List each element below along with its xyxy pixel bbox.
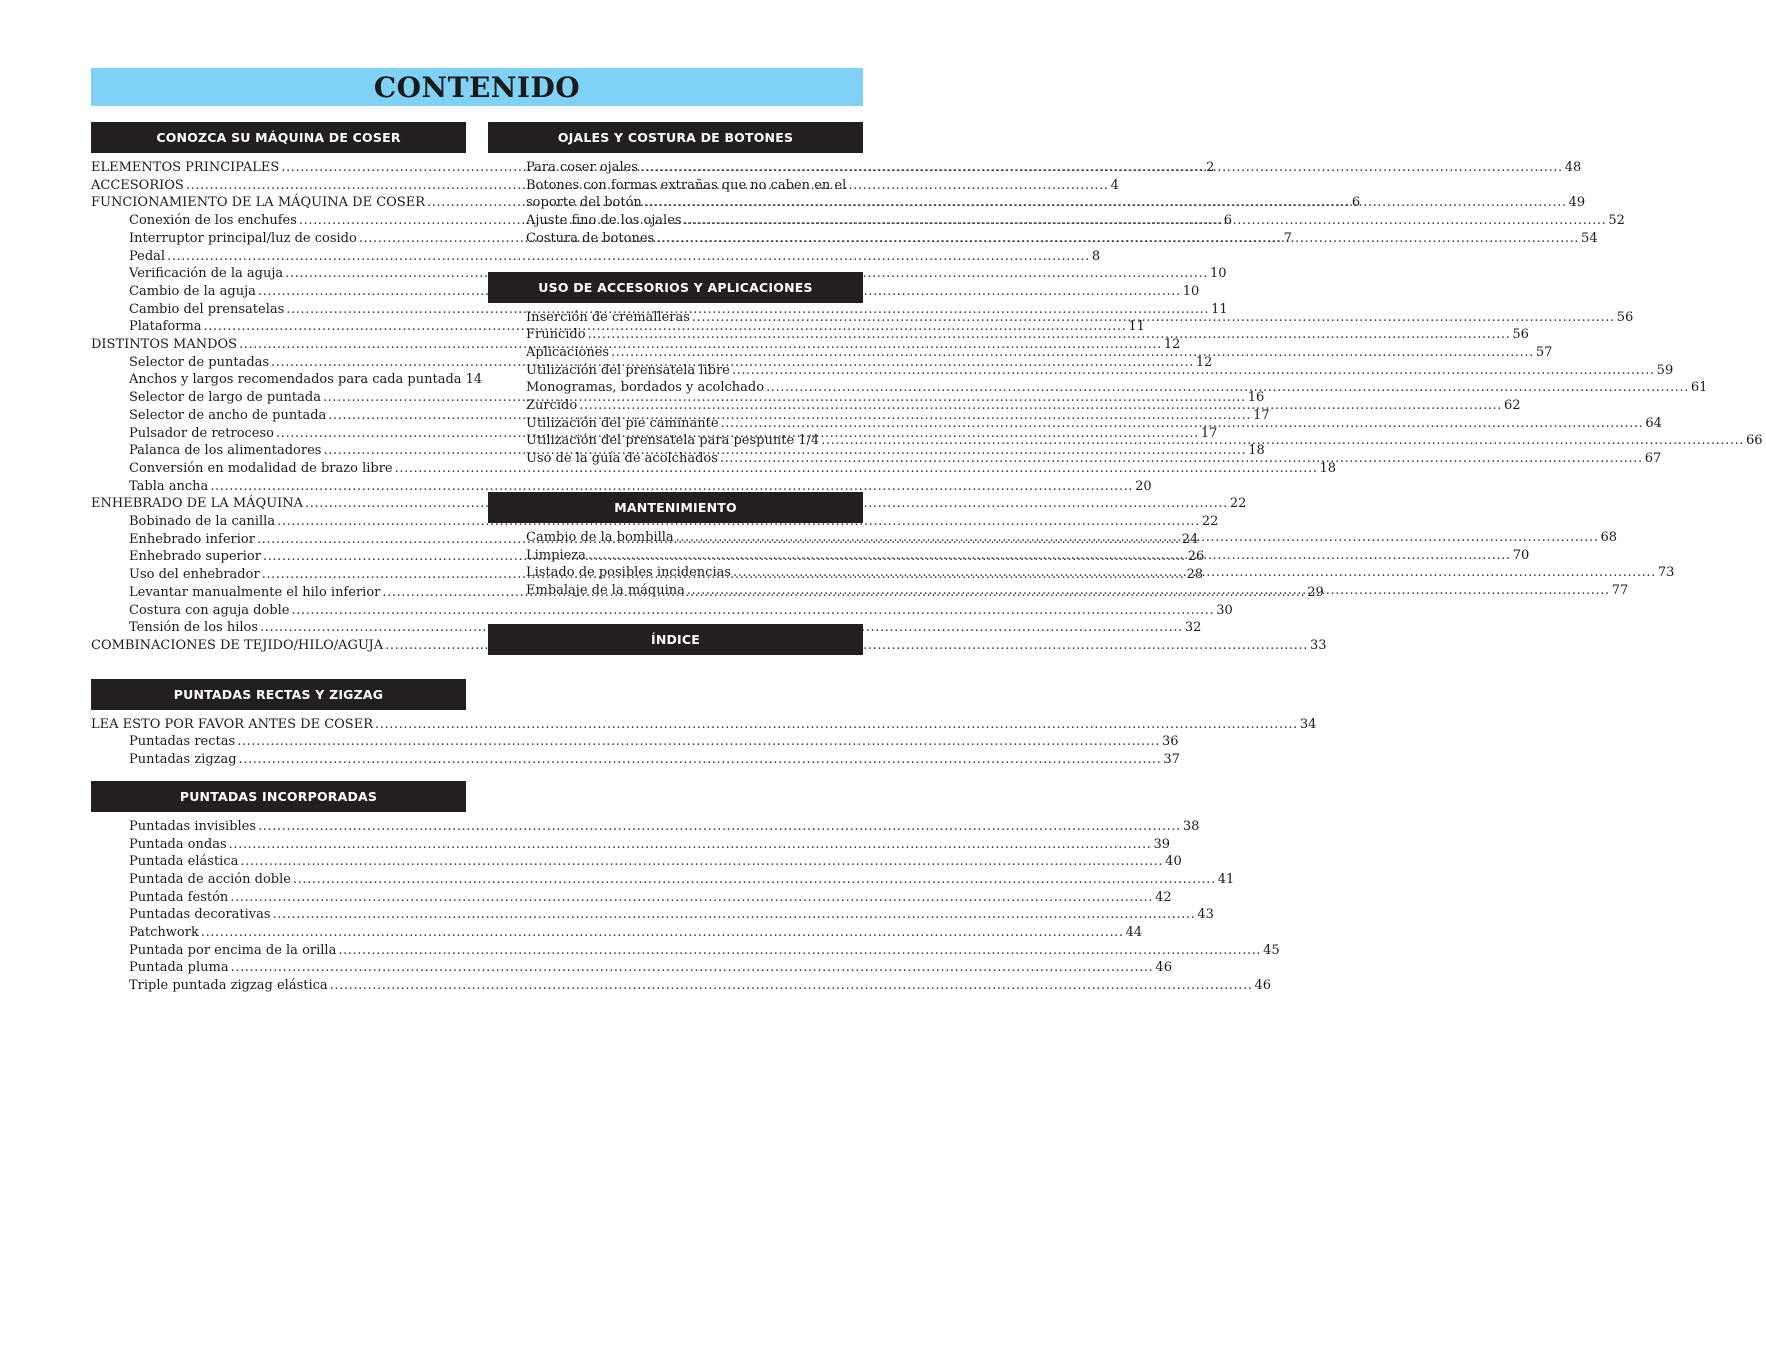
toc-entry[interactable] bbox=[91, 371, 483, 389]
toc-entry-page: 52 bbox=[1608, 213, 1625, 229]
toc-entry-page: 11 bbox=[1211, 301, 1228, 317]
toc-entry-label: Pedal bbox=[129, 248, 166, 264]
toc-entry-label: Bobinado de la canilla bbox=[129, 514, 276, 530]
toc-entry-label: Selector de largo de puntada bbox=[129, 390, 321, 406]
toc-entry-label: Cambio de la bombilla bbox=[526, 529, 674, 545]
toc-entry-label: Puntadas decorativas bbox=[129, 907, 271, 923]
section-puntadas-incorporadas bbox=[91, 781, 1280, 995]
toc-entry-label: Tabla ancha bbox=[129, 478, 209, 494]
section-heading: PUNTADAS INCORPORADAS bbox=[91, 781, 466, 812]
toc-entry[interactable] bbox=[91, 265, 1227, 283]
toc-entry-page: 56 bbox=[1512, 327, 1529, 343]
toc-entry-page: 49 bbox=[1568, 195, 1586, 211]
toc-entry-page: 22 bbox=[1201, 514, 1219, 530]
toc-entry-page: 14 bbox=[465, 372, 483, 388]
toc-entry-label: Botones con formas extrañas que no caben en el bbox=[526, 177, 847, 193]
dot-leader bbox=[579, 397, 1502, 415]
dot-leader bbox=[732, 362, 1655, 380]
toc-entry-label: Costura con aguja doble bbox=[129, 602, 290, 618]
toc-entry[interactable] bbox=[91, 818, 1200, 836]
toc-entry-page: 34 bbox=[1299, 716, 1317, 732]
toc-entry-page: 73 bbox=[1657, 565, 1675, 581]
toc-entry-label: Utilización del pie caminante bbox=[526, 415, 719, 431]
dot-leader bbox=[273, 906, 1196, 924]
toc-entry-page: 28 bbox=[1186, 567, 1204, 583]
toc-entry-label: Listado de posibles incidencias bbox=[526, 565, 732, 581]
toc-entry-page: 66 bbox=[1746, 433, 1763, 449]
toc-entry-label: Tensión de los hilos bbox=[129, 620, 259, 636]
toc-entry-label: Limpieza bbox=[526, 547, 586, 563]
toc-entry[interactable] bbox=[91, 871, 1235, 889]
toc-entry[interactable] bbox=[91, 977, 1272, 995]
dot-leader bbox=[240, 853, 1163, 871]
toc-entry-page: 40 bbox=[1165, 854, 1182, 870]
toc-entry-label: Puntada pluma bbox=[129, 960, 229, 976]
dot-leader bbox=[766, 379, 1689, 397]
dot-leader bbox=[720, 450, 1643, 468]
toc-entry-label: Inserción de cremalleras bbox=[526, 309, 690, 325]
toc-entry-label: Para coser ojales bbox=[526, 160, 638, 175]
dot-leader bbox=[231, 959, 1154, 977]
section-heading: MANTENIMIENTO bbox=[488, 492, 863, 523]
toc-entry[interactable] bbox=[488, 212, 1625, 230]
dot-leader bbox=[237, 733, 1160, 751]
toc-entry-page: 56 bbox=[1616, 309, 1634, 325]
toc-entry-page: 62 bbox=[1504, 398, 1521, 414]
toc-entries bbox=[488, 153, 1625, 248]
toc-entry-label: Aplicaciones bbox=[526, 344, 610, 360]
toc-entry-label: Palanca de los alimentadores bbox=[129, 443, 322, 459]
toc-entry-label: Selector de puntadas bbox=[129, 354, 270, 370]
toc-entry-label: Fruncido bbox=[526, 327, 586, 343]
toc-entry-label: Interruptor principal/luz de cosido bbox=[129, 230, 357, 246]
toc-entry-page: 10 bbox=[1209, 266, 1227, 282]
toc-entry[interactable] bbox=[91, 716, 1317, 734]
toc-entry[interactable] bbox=[91, 959, 1172, 977]
dot-leader bbox=[375, 716, 1298, 734]
toc-entry-page: 33 bbox=[1309, 637, 1327, 653]
toc-entry[interactable] bbox=[91, 889, 1172, 907]
toc-entry-label: Selector de ancho de puntada bbox=[129, 407, 327, 423]
toc-entry-page: 18 bbox=[1319, 460, 1336, 476]
page-title: CONTENIDO bbox=[373, 70, 581, 104]
toc-entry-page: 37 bbox=[1163, 752, 1180, 768]
title-banner bbox=[91, 68, 863, 106]
toc-entry-page: 67 bbox=[1644, 451, 1662, 467]
toc-entry[interactable] bbox=[91, 906, 1214, 924]
toc-entry-label: Puntada de acción doble bbox=[129, 871, 291, 887]
section-heading: CONOZCA SU MÁQUINA DE COSER bbox=[91, 122, 466, 153]
toc-entry-page: 24 bbox=[1181, 531, 1199, 547]
toc-entry[interactable] bbox=[91, 602, 1233, 620]
toc-entry-label: Uso de la guía de acolchados bbox=[526, 451, 718, 467]
dot-leader bbox=[656, 230, 1579, 248]
toc-entry-label: Puntada festón bbox=[129, 889, 229, 905]
toc-entry[interactable] bbox=[91, 853, 1182, 871]
toc-entry-label: Verificación de la aguja bbox=[129, 266, 284, 282]
section-gap bbox=[488, 600, 863, 624]
dot-leader bbox=[330, 977, 1253, 995]
dot-leader bbox=[258, 818, 1181, 836]
toc-entry-label: Uso del enhebrador bbox=[129, 567, 260, 583]
toc-entry[interactable] bbox=[91, 836, 1170, 854]
toc-entry-page: 36 bbox=[1162, 734, 1179, 750]
dot-leader bbox=[687, 582, 1610, 600]
toc-entry-label: Patchwork bbox=[129, 925, 199, 941]
toc-entry-page: 57 bbox=[1535, 344, 1553, 360]
toc-entry-page: 61 bbox=[1690, 380, 1708, 396]
dot-leader bbox=[721, 415, 1644, 433]
dot-leader bbox=[588, 547, 1511, 565]
toc-entry-page: 32 bbox=[1184, 620, 1202, 636]
toc-entry-page: 6 bbox=[1351, 195, 1361, 211]
dot-leader bbox=[338, 942, 1261, 960]
toc-entry-page: 7 bbox=[1283, 230, 1292, 246]
toc-entry-page: 2 bbox=[1206, 160, 1215, 175]
toc-entry-label: Puntada elástica bbox=[129, 854, 239, 870]
toc-entry[interactable] bbox=[91, 924, 1143, 942]
section-heading: ÍNDICE bbox=[488, 624, 863, 655]
section-heading: USO DE ACCESORIOS Y APLICACIONES bbox=[488, 272, 863, 303]
dot-leader bbox=[239, 751, 1162, 769]
toc-entry-page: 4 bbox=[1110, 177, 1119, 193]
toc-entry[interactable] bbox=[91, 733, 1179, 751]
section-heading: OJALES Y COSTURA DE BOTONES bbox=[488, 122, 863, 153]
toc-entry-page: 68 bbox=[1600, 529, 1618, 545]
toc-entry-label: ELEMENTOS PRINCIPALES bbox=[91, 160, 280, 175]
section-ojales-y-costura-de-botones bbox=[488, 122, 1625, 248]
toc-entry[interactable] bbox=[488, 379, 1708, 397]
toc-entry-page: 44 bbox=[1125, 925, 1143, 941]
toc-entry-page: 29 bbox=[1307, 584, 1324, 600]
toc-entry[interactable] bbox=[91, 942, 1280, 960]
toc-entry-page: 41 bbox=[1217, 871, 1235, 887]
section-gap bbox=[91, 655, 466, 679]
toc-entry[interactable] bbox=[91, 478, 1152, 496]
toc-entry-page: 20 bbox=[1135, 478, 1152, 494]
toc-entry-label: Embalaje de la máquina bbox=[526, 582, 685, 598]
toc-entry-label: Utilización del prensatela libre bbox=[526, 362, 730, 378]
toc-entry-label: DISTINTOS MANDOS bbox=[91, 337, 238, 353]
section-gap bbox=[91, 769, 466, 781]
toc-entry[interactable] bbox=[488, 194, 1586, 212]
toc-entry-page: 45 bbox=[1263, 942, 1280, 958]
toc-entry-page: 42 bbox=[1155, 889, 1172, 905]
toc-entry-label: Pulsador de retroceso bbox=[129, 425, 274, 441]
toc-entry-page: 48 bbox=[1564, 160, 1582, 175]
toc-entry-label: Utilización del prensatela para pespunte 1/4 bbox=[526, 433, 820, 449]
toc-entry-label: Conversión en modalidad de brazo libre bbox=[129, 460, 393, 476]
section-gap bbox=[488, 248, 863, 272]
toc-entry-label: Cambio del prensatelas bbox=[129, 301, 285, 317]
dot-leader bbox=[640, 159, 1563, 177]
toc-entry-page: 18 bbox=[1248, 443, 1265, 459]
toc-entry-page: 46 bbox=[1155, 960, 1172, 976]
toc-entry-label: Enhebrado superior bbox=[129, 549, 261, 565]
toc-entry-label: Monogramas, bordados y acolchado bbox=[526, 380, 765, 396]
toc-entry-page: 77 bbox=[1611, 582, 1629, 598]
toc-entry-label: Triple puntada zigzag elástica bbox=[129, 978, 328, 994]
toc-entry-page: 17 bbox=[1253, 407, 1270, 423]
toc-entry-page: 6 bbox=[1223, 213, 1232, 229]
toc-entry[interactable] bbox=[91, 248, 1101, 266]
dot-leader bbox=[201, 924, 1124, 942]
toc-entry-page: 10 bbox=[1182, 283, 1200, 299]
toc-entry[interactable] bbox=[488, 159, 1582, 177]
toc-entry-label: LEA ESTO POR FAVOR ANTES DE COSER bbox=[91, 716, 373, 732]
dot-leader bbox=[733, 564, 1656, 582]
section-gap bbox=[488, 468, 863, 492]
toc-entry-label: FUNCIONAMIENTO DE LA MÁQUINA DE COSER bbox=[91, 195, 426, 211]
toc-entry-page: 17 bbox=[1200, 425, 1218, 441]
toc-entries bbox=[91, 812, 1280, 995]
toc-entry-label: Conexión de los enchufes bbox=[129, 213, 297, 229]
toc-entry-page: 43 bbox=[1197, 907, 1214, 923]
toc-entry-page: 16 bbox=[1247, 390, 1265, 406]
dot-leader bbox=[230, 889, 1153, 907]
dot-leader bbox=[611, 344, 1534, 362]
toc-entry-label: ENHEBRADO DE LA MÁQUINA bbox=[91, 496, 304, 512]
toc-entry-label: Puntadas rectas bbox=[129, 734, 236, 750]
toc-entry-label: Puntada por encima de la orilla bbox=[129, 942, 337, 958]
section-indice bbox=[488, 624, 863, 655]
toc-entry-page: 46 bbox=[1254, 978, 1272, 994]
dot-leader bbox=[229, 836, 1152, 854]
toc-entry[interactable] bbox=[91, 619, 1202, 637]
toc-entry-page: 8 bbox=[1091, 248, 1101, 264]
dot-leader bbox=[684, 212, 1607, 230]
section-heading: PUNTADAS RECTAS Y ZIGZAG bbox=[91, 679, 466, 710]
toc-entry-label: Ajuste fino de los ojales bbox=[526, 213, 682, 229]
toc-entry-label: Enhebrado inferior bbox=[129, 531, 255, 547]
toc-entry[interactable] bbox=[91, 460, 1336, 478]
toc-entry-page: 64 bbox=[1645, 415, 1662, 431]
dot-leader bbox=[676, 529, 1599, 547]
toc-entry-label: Costura de botones bbox=[526, 230, 655, 246]
toc-entry-page: 30 bbox=[1216, 602, 1233, 618]
toc-entry-label: Puntada ondas bbox=[129, 836, 227, 852]
toc-entry-page: 38 bbox=[1182, 818, 1200, 834]
toc-entry-label: Puntadas invisibles bbox=[129, 818, 257, 834]
dot-leader bbox=[692, 309, 1615, 327]
toc-entry-page: 54 bbox=[1581, 230, 1598, 246]
toc-entry-label: Anchos y largos recomendados para cada puntada bbox=[129, 372, 462, 388]
toc-entry[interactable] bbox=[91, 751, 1180, 769]
toc-entry-label: Plataforma bbox=[129, 319, 202, 335]
toc-entry[interactable] bbox=[488, 177, 863, 195]
toc-entry-label: Puntadas zigzag bbox=[129, 752, 237, 768]
toc-entry-label: Zurcido bbox=[526, 398, 578, 414]
toc-entry-label: COMBINACIONES DE TEJIDO/HILO/AGUJA bbox=[91, 637, 384, 653]
toc-entry-page: 12 bbox=[1163, 337, 1181, 353]
toc-entry-page: 11 bbox=[1128, 319, 1145, 335]
dot-leader bbox=[644, 194, 1567, 212]
toc-entry[interactable] bbox=[91, 513, 1219, 531]
section-puntadas-rectas-y-zigzag bbox=[91, 679, 1317, 769]
toc-entries bbox=[91, 710, 1317, 769]
toc-entry[interactable] bbox=[488, 230, 1598, 248]
toc-entry-label: ACCESORIOS bbox=[91, 177, 184, 193]
toc-entry-page: 39 bbox=[1153, 836, 1170, 852]
dot-leader bbox=[588, 326, 1511, 344]
toc-entry-label: Cambio de la aguja bbox=[129, 283, 256, 299]
toc-entry-page: 26 bbox=[1187, 549, 1205, 565]
toc-entry-page: 22 bbox=[1229, 496, 1247, 512]
toc-entry-page: 59 bbox=[1656, 362, 1674, 378]
dot-leader bbox=[821, 432, 1744, 450]
toc-entry-label: Levantar manualmente el hilo inferior bbox=[129, 584, 381, 600]
dot-leader bbox=[293, 871, 1216, 889]
toc-entry-label: soporte del botón bbox=[526, 195, 642, 211]
toc-entry-page: 12 bbox=[1195, 354, 1213, 370]
toc-entry-page: 70 bbox=[1512, 547, 1530, 563]
